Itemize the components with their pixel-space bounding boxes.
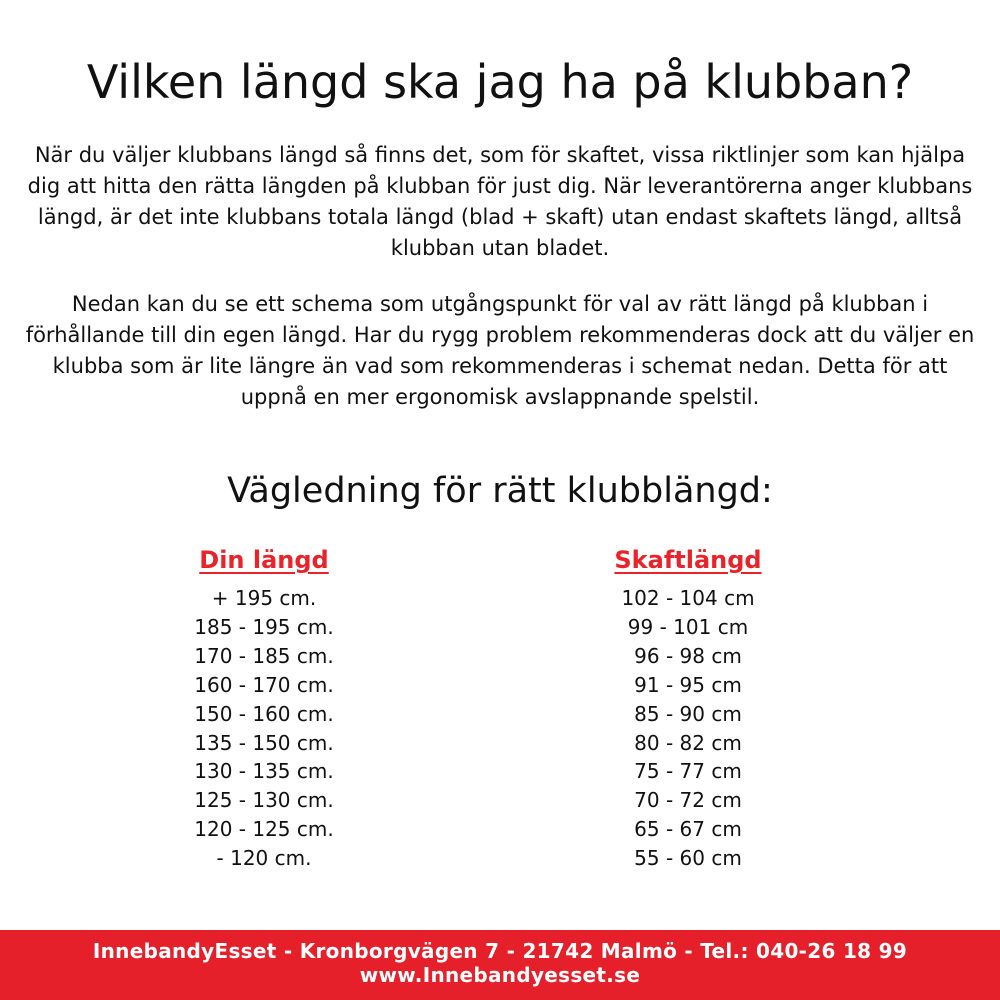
shaft-cell: 85 - 90 cm [634,701,742,726]
shaft-cell: 102 - 104 cm [621,586,755,610]
shaft-cell: 70 - 72 cm [634,788,742,813]
height-cell: 120 - 125 cm. [194,817,334,842]
height-cell: 150 - 160 cm. [194,701,334,726]
shaft-cell: 80 - 82 cm [634,730,742,755]
height-cell: - 120 cm. [216,846,312,871]
height-column [134,540,394,873]
height-cell: 160 - 170 cm. [194,672,334,697]
footer-website-link[interactable]: www.Innebandyesset.se [359,963,641,987]
shaft-column-header: Skaftlängd [614,546,762,574]
shaft-column [558,540,818,873]
height-cell: 170 - 185 cm. [194,643,334,668]
height-cell: 185 - 195 cm. [194,614,334,639]
shaft-cell: 75 - 77 cm [634,759,742,784]
page-title: Vilken längd ska jag ha på klubban? [86,55,914,109]
guide-title: Vägledning för rätt klubblängd: [227,471,773,511]
shaft-cell: 99 - 101 cm [627,614,749,639]
footer-banner [0,930,1000,1000]
height-cell: 135 - 150 cm. [194,730,334,755]
height-cell: 130 - 135 cm. [194,759,334,784]
shaft-cell: 55 - 60 cm [634,846,742,871]
height-list [134,584,394,873]
height-column-header: Din längd [199,546,329,574]
height-cell: + 195 cm. [211,586,317,610]
shaft-cell: 96 - 98 cm [634,643,742,668]
shaft-cell: 91 - 95 cm [634,672,742,697]
height-cell: 125 - 130 cm. [194,788,334,813]
shaft-list [558,584,818,873]
footer-address: InnebandyEsset - Kronborgvägen 7 - 21742 Malmö - Tel.: 040-26 18 99 [92,939,908,963]
intro-paragraph: När du väljer klubbans längd så finns det, som för skaftet, vissa riktlinjer som kan hjälpa dig att hitta den rätta längden på klubban för just dig. När leverantörerna anger klubbans längd, är det inte klubbans totala längd (blad + skaft) utan endast skaftets längd, alltså klubban utan bladet. [27,143,973,260]
chart-explanation-paragraph: Nedan kan du se ett schema som utgångspunkt för val av rätt längd på klubban i förhållande till din egen längd. Har du rygg problem rekommenderas dock att du väljer en klubba som är lite längre än vad som rekommenderas i schemat nedan. Detta för att uppnå en mer ergonomisk avslappnande spelstil. [25,292,975,409]
shaft-cell: 65 - 67 cm [634,817,742,842]
